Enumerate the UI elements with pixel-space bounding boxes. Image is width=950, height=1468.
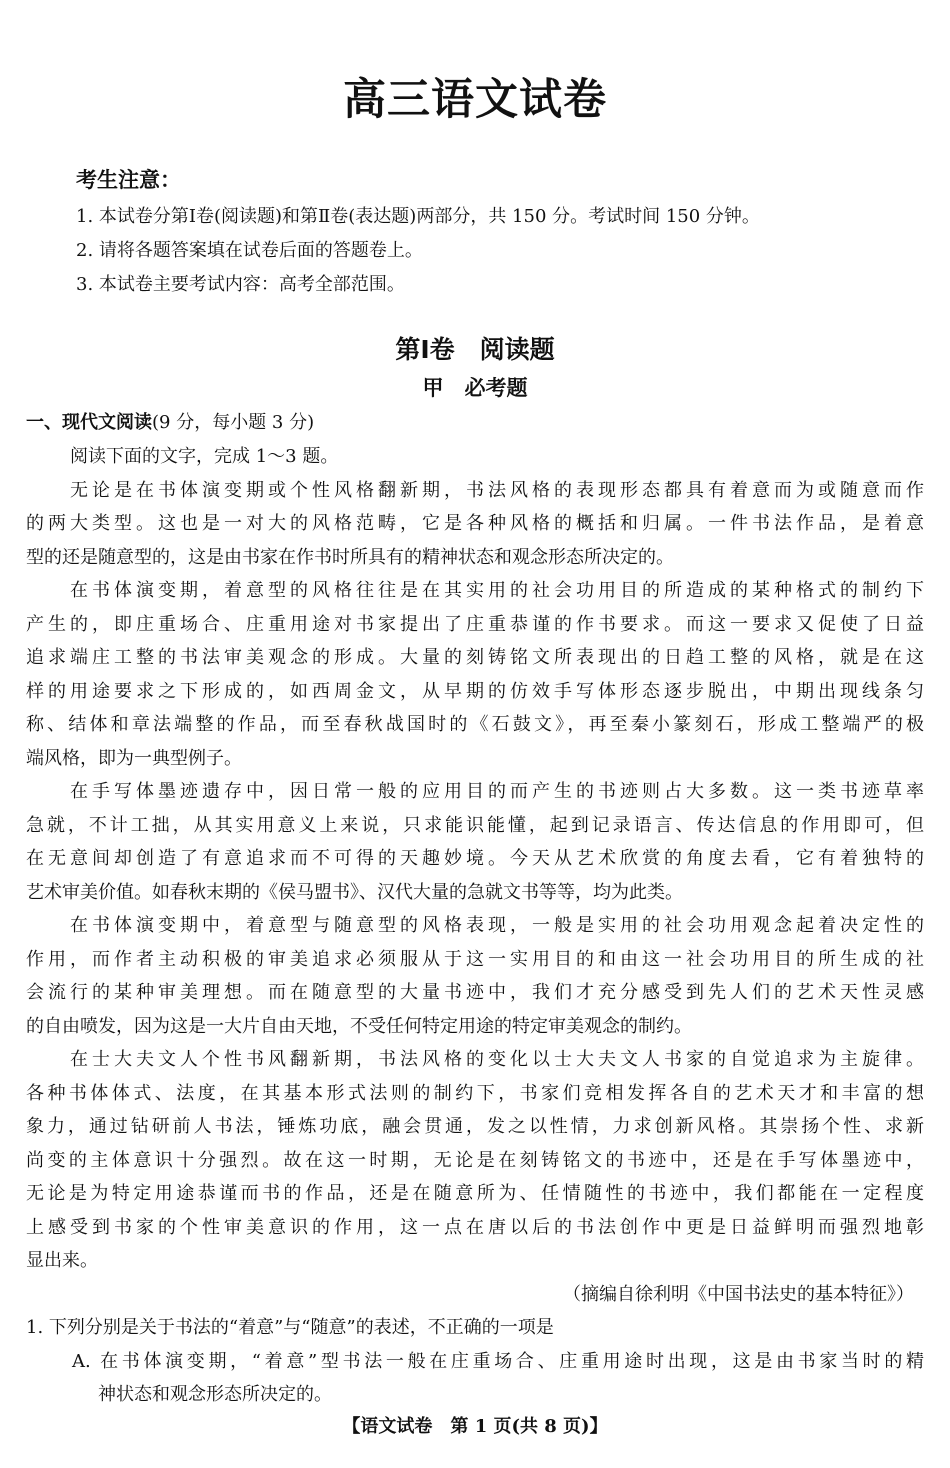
exam-title: 高三语文试卷 [343, 75, 607, 125]
passage-line: 各种书体体式、法度，在其基本形式法则的制约下，书家们竞相发挥各自的艺术天才和丰富的想 [26, 1082, 924, 1104]
passage-line: 的两大类型。这也是一对大的风格范畴，它是各种风格的概括和归属。一件书法作品，是着意 [26, 513, 924, 534]
passage-line: 象力，通过钻研前人书法，锤炼功底，融会贯通，发之以性情，力求创新风格。其崇扬个性、求新 [26, 1116, 924, 1137]
passage-line: 追求端庄工整的书法审美观念的形成。大量的刻铸铭文所表现出的日趋工整的风格，就是在这 [26, 647, 924, 668]
notice-item-2: 2. 请将各题答案填在试卷后面的答题卷上。 [76, 240, 423, 261]
passage-line: 无论是在书体演变期或个性风格翻新期，书法风格的表现形态都具有着意而为或随意而作 [70, 479, 924, 501]
passage-line: 产生的，即庄重场合、庄重用途对书家提出了庄重恭谨的作书要求。而这一要求又促使了日益 [26, 613, 924, 635]
passage-line: 称、结体和章法端整的作品，而至春秋战国时的《石鼓文》，再至秦小篆刻石，形成工整端严的极 [26, 714, 924, 735]
passage-line: 在手写体墨迹遗存中，因日常一般的应用目的而产生的书迹则占大多数。这一类书迹草率 [70, 781, 924, 802]
passage-line: 在书体演变期，着意型的风格往往是在其实用的社会功用目的所造成的某种格式的制约下 [70, 580, 924, 601]
passage-line: 上感受到书家的个性审美意识的作用，这一点在唐以后的书法创作中更是日益鲜明而强烈地彰 [26, 1216, 924, 1238]
question-1-option-a: A. 在书体演变期，“着意”型书法一般在庄重场合、庄重用途时出现，这是由书家当时的精 [72, 1350, 924, 1372]
passage-line: 无论是为特定用途恭谨而书的作品，还是在随意所为、任情随性的书迹中，我们都能在一定程度 [26, 1183, 924, 1204]
instruction-line: 阅读下面的文字，完成 1～3 题。 [70, 446, 339, 467]
notice-heading: 考生注意： [76, 168, 181, 192]
question-1-stem: 1. 下列分别是关于书法的“着意”与“随意”的表述，不正确的一项是 [26, 1317, 554, 1338]
passage-line: 型的还是随意型的，这是由书家在作书时所具有的精神状态和观念形态所决定的。 [26, 546, 674, 568]
passage-line: 急就，不计工拙，从其实用意义上来说，只求能识能懂，起到记录语言、传达信息的作用即可，但 [26, 814, 924, 836]
section-title: 第Ⅰ卷 阅读题 [395, 335, 555, 364]
section-subtitle: 甲 必考题 [422, 376, 528, 400]
passage-line: 会流行的某种审美理想。而在随意型的大量书迹中，我们才充分感受到先人们的艺术天性灵感 [26, 982, 924, 1003]
source-citation: （摘编自徐利明《中国书法史的基本特征》） [563, 1283, 914, 1305]
question-1-option-a-cont: 神状态和观念形态所决定的。 [98, 1384, 332, 1405]
page-footer: 【语文试卷 第 1 页(共 8 页)】 [342, 1416, 608, 1437]
passage-line: 的自由喷发，因为这是一大片自由天地，不受任何特定用途的特定审美观念的制约。 [26, 1015, 692, 1037]
part-heading-points: (9 分，每小题 3 分) [152, 412, 315, 433]
passage-line: 在书体演变期中，着意型与随意型的风格表现，一般是实用的社会功用观念起着决定性的 [70, 915, 924, 936]
passage-line: 作用，而作者主动积极的审美追求必须服从于这一实用目的和由这一社会功用目的所生成的社 [26, 948, 924, 970]
passage-line: 显出来。 [26, 1250, 98, 1271]
notice-item-1: 1. 本试卷分第Ⅰ卷(阅读题)和第Ⅱ卷(表达题)两部分，共 150 分。考试时间 150 分钟。 [76, 206, 760, 227]
passage-line: 样的用途要求之下形成的，如西周金文，从早期的仿效手写体形态逐步脱出，中期出现线条匀 [26, 680, 924, 702]
passage-line: 艺术审美价值。如春秋末期的《侯马盟书》、汉代大量的急就文书等等，均为此类。 [26, 881, 683, 903]
reading-passage [26, 440, 924, 1412]
part-heading-label: 一、现代文阅读 [26, 412, 152, 433]
passage-line: 端风格，即为一典型例子。 [26, 747, 242, 769]
notice-item-3: 3. 本试卷主要考试内容：高考全部范围。 [76, 274, 405, 295]
passage-line: 在无意间却创造了有意追求而不可得的天趣妙境。今天从艺术欣赏的角度去看，它有着独特的 [26, 848, 924, 869]
passage-line: 尚变的主体意识十分强烈。故在这一时期，无论是在刻铸铭文的书迹中，还是在手写体墨迹中， [26, 1149, 924, 1171]
part-heading [26, 406, 926, 440]
passage-line: 在士大夫文人个性书风翻新期，书法风格的变化以士大夫文人书家的自觉追求为主旋律。 [70, 1049, 924, 1070]
candidate-notice [76, 160, 936, 302]
